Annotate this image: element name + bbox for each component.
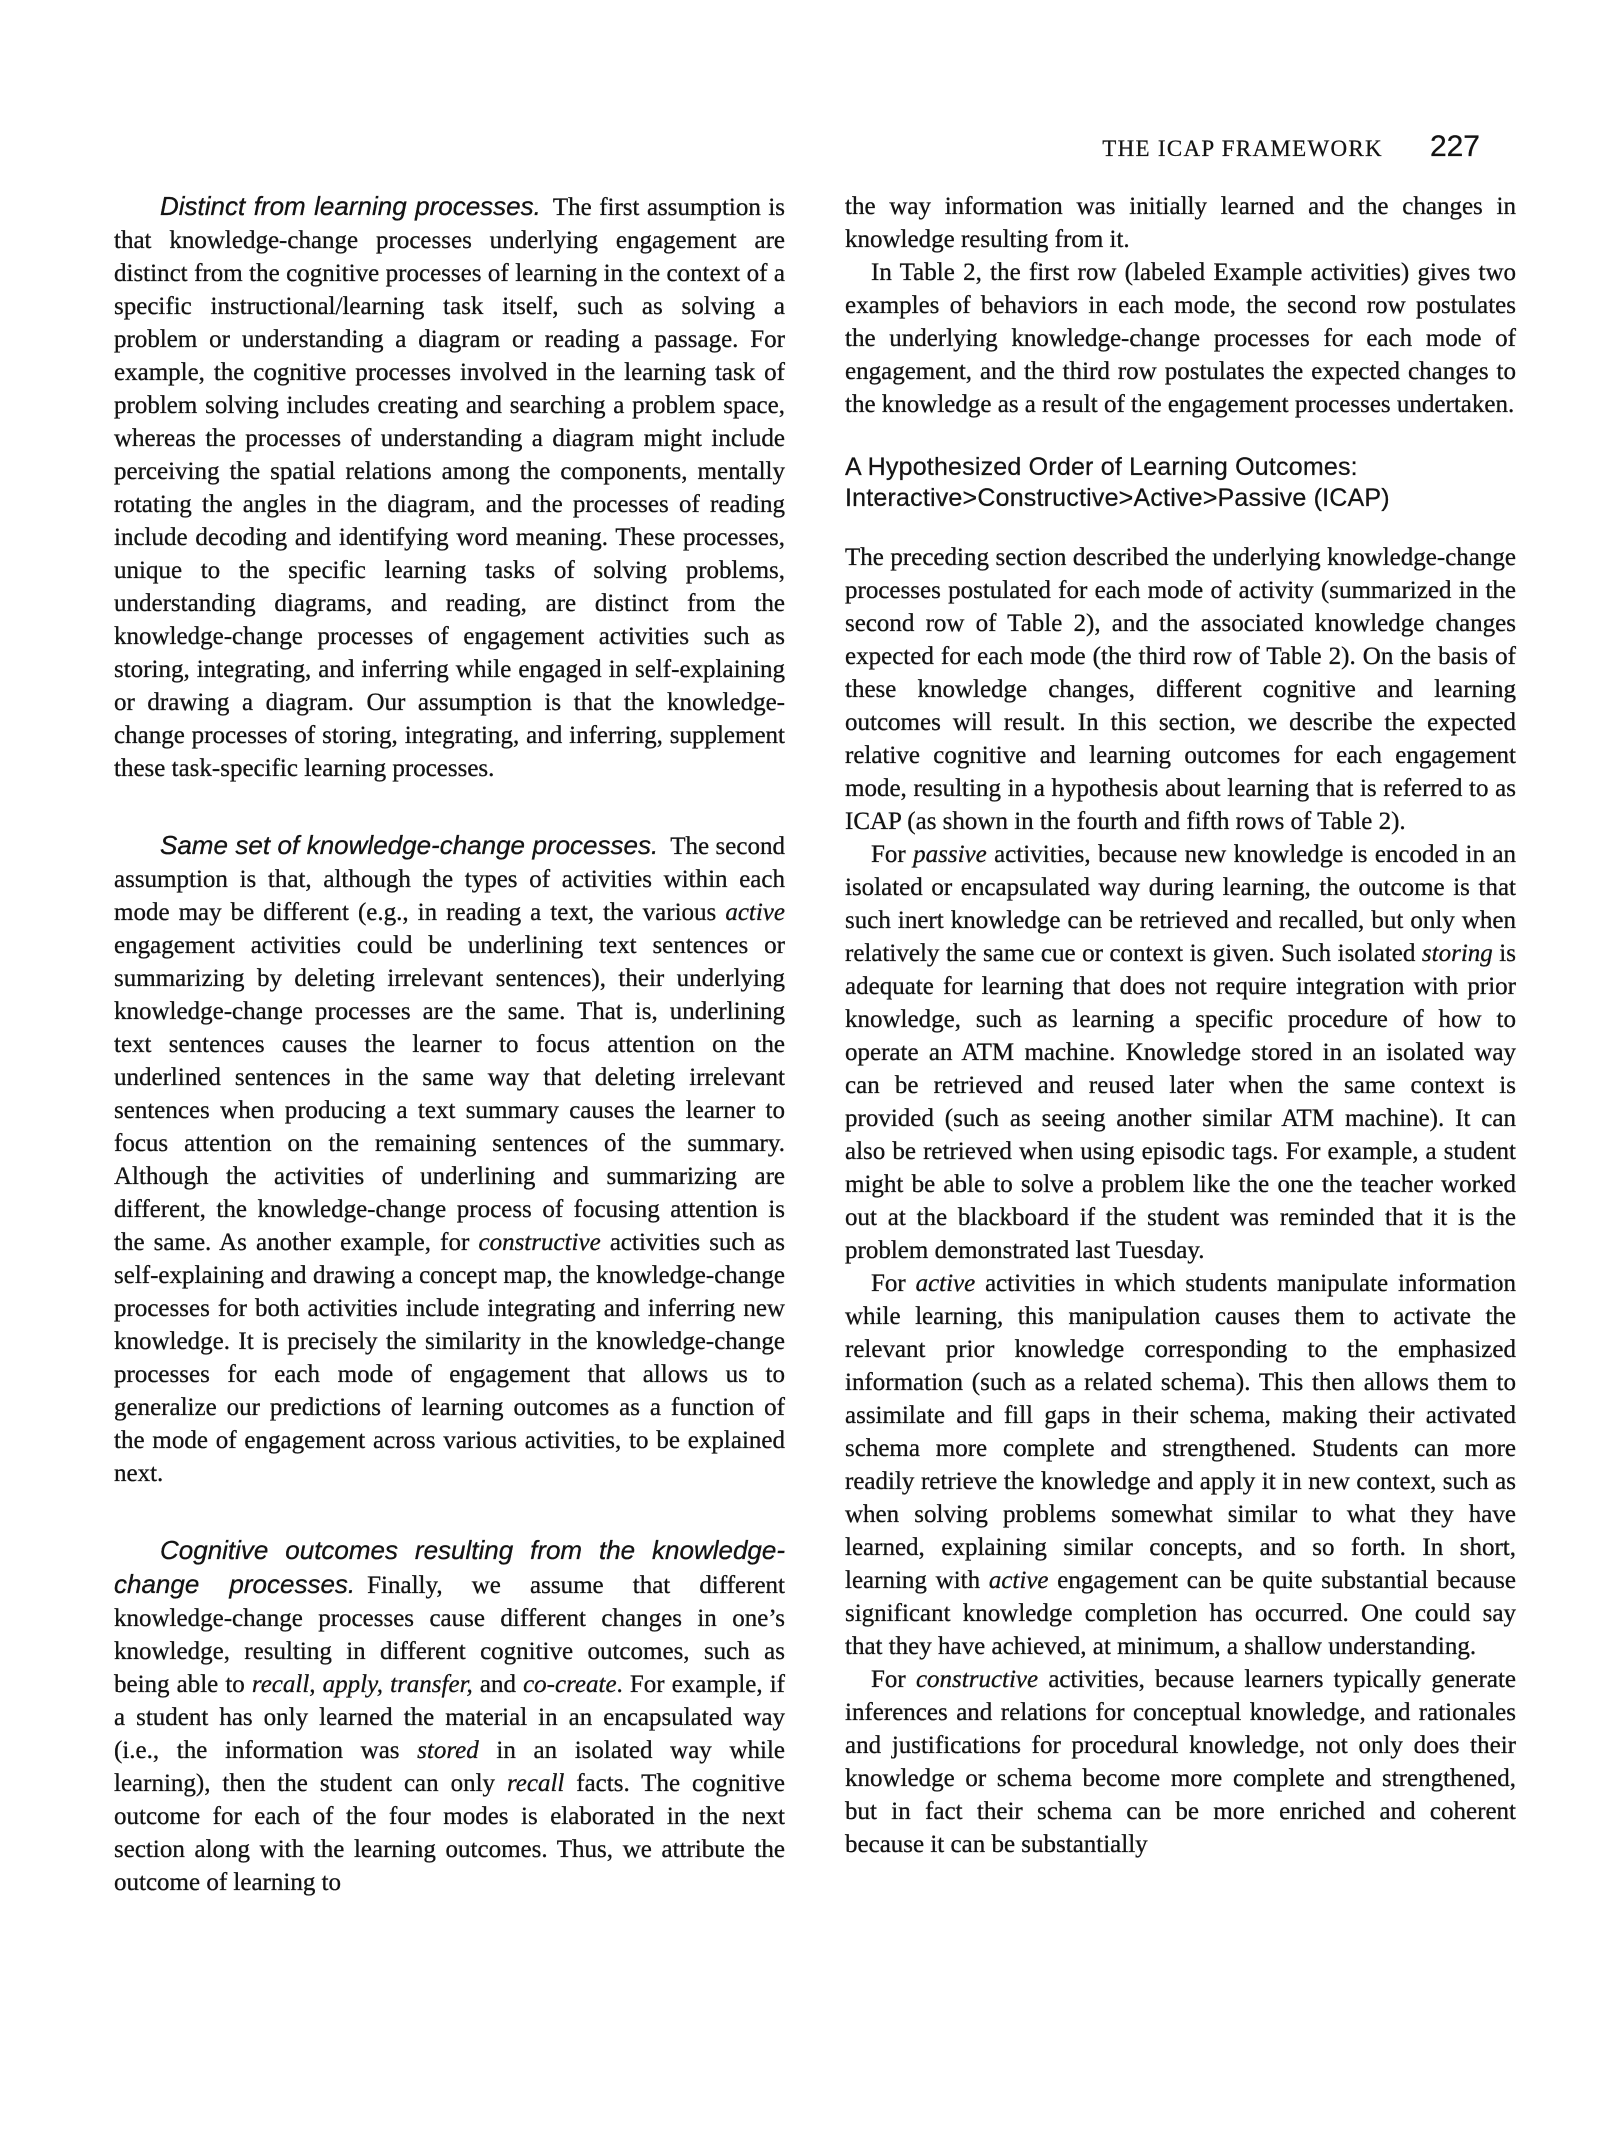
body-text: and: [472, 1671, 524, 1698]
emphasis-text: storing: [1421, 940, 1493, 967]
para-for-constructive-activities: [845, 1663, 1516, 1861]
body-text: The first assumption is that knowledge-change processes underlying engagement are distinct from the cognitive processes of learning in the context of a specific instructional/learning task itself, such as solving a problem or understanding a diagram or reading a passage. For example, the cognitive processes involved in the learning task of problem solving includes creating and searching a problem space, whereas the processes of understanding a diagram might include perceiving the spatial relations among the components, mentally rotating the angles in the diagram, and the processes of reading include decoding and identifying word meaning. These processes, unique to the specific learning tasks of solving problems, understanding diagrams, and reading, are distinct from the knowledge-change processes of engagement activities such as storing, integrating, and inferring while engaged in self-explaining or drawing a diagram. Our assumption is that the knowledge-change processes of storing, integrating, and inferring, supplement these task-specific learning processes.: [114, 194, 785, 782]
body-text: is adequate for learning that does not require integration with prior knowledge, such as learning a specific procedure of how to operate an ATM machine. Knowledge stored in an isolated way can be retrieved and reused later when the same context is provided (such as seeing another similar ATM machine). It can also be retrieved when using episodic tags. For example, a student might be able to solve a problem like the one the teacher worked out at the blackboard if the student was reminded that it is the problem demonstrated last Tuesday.: [845, 940, 1516, 1264]
section-heading-hypothesized-order: [845, 452, 1516, 514]
right-column: [845, 190, 1516, 1899]
page-number: 227: [1429, 130, 1480, 163]
section-heading-line: A Hypothesized Order of Learning Outcomes:: [845, 453, 1358, 481]
body-text: For: [871, 1270, 916, 1297]
paragraph-lead-label: Distinct from learning processes.: [160, 191, 541, 221]
emphasis-text: active: [915, 1270, 976, 1297]
emphasis-text: recall: [506, 1770, 565, 1797]
emphasis-text: stored: [417, 1737, 479, 1764]
emphasis-text: recall, apply, transfer,: [251, 1671, 473, 1698]
paragraph-lead-label: Same set of knowledge-change processes.: [160, 830, 659, 860]
emphasis-text: passive: [913, 841, 987, 868]
body-text: Finally, we assume that different knowledge-change processes cause different changes in one’s knowledge, resulting in different cognitive outcomes, such as being able to: [114, 1572, 785, 1698]
running-head: [1102, 130, 1480, 164]
para-preceding-section: [845, 541, 1516, 838]
para-same-set-of-knowledge-change-processes: [114, 829, 785, 1490]
emphasis-text: active: [988, 1567, 1049, 1594]
body-text: engagement can be quite substantial because significant knowledge completion has occurred. One could say that they have achieved, at minimum, a shallow understanding.: [845, 1567, 1516, 1660]
body-text: in an isolated way while learning), then the student can only: [114, 1737, 785, 1797]
para-in-table-2: [845, 256, 1516, 421]
body-text: activities such as self-explaining and drawing a concept map, the knowledge-change processes for both activities include integrating and inferring new knowledge. It is precisely the similarity in the knowledge-change processes for each mode of engagement that allows us to generalize our predictions of learning outcomes as a function of the mode of engagement across various activities, to be explained next.: [114, 1229, 786, 1487]
body-text: activities in which students manipulate information while learning, this manipulation causes them to activate the relevant prior knowledge corresponding to the emphasized information (such as a related schema). This then allows them to assimilate and fill gaps in their schema, making their activated schema more complete and strengthened. Students can more readily retrieve the knowledge and apply it in new context, such as when solving problems somewhat similar to what they have learned, explaining similar concepts, and so forth. In short, learning with: [845, 1270, 1517, 1594]
emphasis-text: constructive: [478, 1229, 601, 1256]
body-text: For: [871, 1666, 916, 1693]
emphasis-text: co-create: [523, 1671, 617, 1698]
body-text: . For example, if a student has only learned the material in an encapsulated way (i.e., the information was: [114, 1671, 785, 1764]
para-cognitive-outcomes: [114, 1534, 785, 1899]
para-for-passive-activities: [845, 838, 1516, 1267]
body-text: activities, because new knowledge is encoded in an isolated or encapsulated way during learning, the outcome is that such inert knowledge can be retrieved and recalled, but only when relatively the same cue or context is given. Such isolated: [845, 841, 1516, 967]
body-text: The second assumption is that, although the types of activities within each mode may be different (e.g., in reading a text, the various: [114, 833, 785, 926]
section-heading-line: Interactive>Constructive>Active>Passive (ICAP): [845, 484, 1390, 512]
para-distinct-from-learning-processes: [114, 190, 785, 785]
emphasis-text: constructive: [915, 1666, 1039, 1693]
body-text: facts. The cognitive outcome for each of the four modes is elaborated in the next section along with the learning outcomes. Thus, we attribute the outcome of learning to: [114, 1770, 785, 1896]
body-text: engagement activities could be underlining text sentences or summarizing by deleting irrelevant sentences), their underlying knowledge-change processes are the same. That is, underlining text sentences causes the learner to focus attention on the underlined sentences in the same way that deleting irrelevant sentences when producing a text summary causes the learner to focus attention on the remaining sentences of the summary. Although the activities of underlining and summarizing are different, the knowledge-change process of focusing attention is the same. As another example, for: [114, 932, 785, 1256]
body-text: In Table 2, the first row (labeled Example activities) gives two examples of behaviors in each mode, the second row postulates the underlying knowledge-change processes for each mode of engagement, and the third row postulates the expected changes to the knowledge as a result of the engagement processes undertaken.: [845, 259, 1516, 418]
para-for-active-activities: [845, 1267, 1516, 1663]
emphasis-text: active: [725, 899, 785, 926]
body-text: For: [871, 841, 914, 868]
body-text: the way information was initially learned and the changes in knowledge resulting from it.: [845, 193, 1516, 253]
paragraph-lead-label: Cognitive outcomes resulting from the knowledge-change processes.: [114, 1535, 785, 1599]
left-column: [114, 190, 785, 1899]
body-text: The preceding section described the underlying knowledge-change processes postulated for each mode of activity (summarized in the second row of Table 2), and the associated knowledge changes expected for each mode (the third row of Table 2). On the basis of these knowledge changes, different cognitive and learning outcomes will result. In this section, we describe the expected relative cognitive and learning outcomes for each engagement mode, resulting in a hypothesis about learning that is referred to as ICAP (as shown in the fourth and fifth rows of Table 2).: [845, 544, 1516, 835]
running-head-title: THE ICAP FRAMEWORK: [1102, 136, 1383, 161]
para-continuation-from-left-column: [845, 190, 1516, 256]
two-column-body: [114, 190, 1516, 1899]
body-text: activities, because learners typically generate inferences and relations for conceptual knowledge, and rationales and justifications for procedural knowledge, not only does their knowledge or schema become more complete and strengthened, but in fact their schema can be more enriched and coherent because it can be substantially: [845, 1666, 1516, 1858]
